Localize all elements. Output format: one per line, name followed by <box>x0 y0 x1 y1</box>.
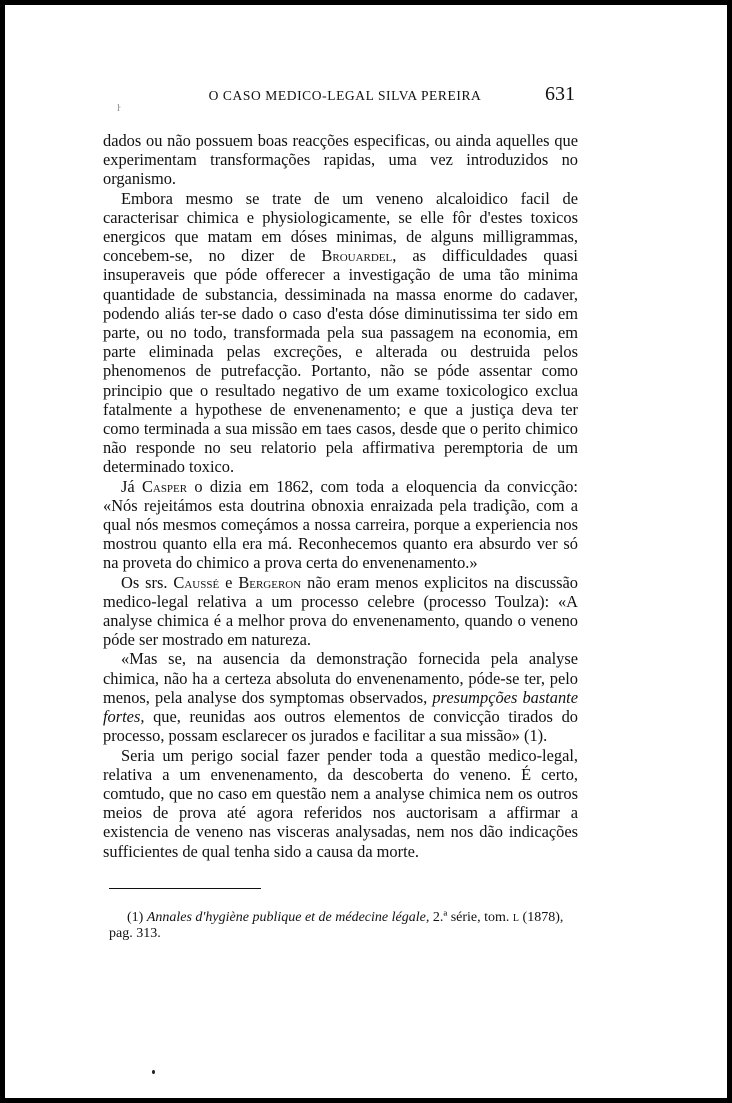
small-caps-name: Casper <box>141 476 188 496</box>
margin-mark: ŀ <box>117 103 121 114</box>
small-caps-name: l <box>512 910 520 925</box>
small-caps-name: Bergeron <box>238 572 302 592</box>
italic-text: presumpções bastante fortes, <box>103 687 578 727</box>
paragraph <box>103 746 578 861</box>
text-run: 2.ª série, tom. <box>429 910 513 925</box>
small-caps-name: Caussé <box>173 572 220 592</box>
text-run: o dizia em 1862, com toda a eloquencia da convicção: «Nós rejeitámos esta doutrina obnoxia enraizada pela tradição, com a qual nós mesmos começámos a nossa carreira, porque a experiencia nos mostrou quanto ella era má. Reconhecemos quanto era absurdo ver só na proveta do chimico a prova certa do envenenamento.» <box>103 476 578 573</box>
body-text <box>103 131 578 861</box>
text-run: Embora mesmo se trate de um veneno alcaloidico facil de caracterisar chimica e physiologicamente, se elle fôr d'estes toxicos energicos que matam em dóses minimas, de alguns milligrammas, concebem-se, no dizer de <box>103 188 578 266</box>
text-run: Já <box>121 476 142 496</box>
paragraph <box>103 477 578 573</box>
paragraph <box>103 189 578 477</box>
text-run: «Mas se, na ausencia da demonstração fornecida pela analyse chimica, não ha a certeza absoluta do envenenamento, póde-se ter, pelo menos, pela analyse dos symptomas observados, <box>103 649 578 707</box>
text-run: Os srs. <box>121 572 174 592</box>
footnote <box>109 910 579 942</box>
text-run: e <box>219 572 239 592</box>
text-run: Seria um perigo social fazer pender toda a questão medico-legal, relativa a um envenenamento, da descoberta do veneno. É certo, comtudo, que no caso em questão nem a analyse chimica nem os outros meios de prova até agora referidos nos auctorisam a affirmar a existencia de veneno nas visceras analysadas, nem nos dão indicações sufficientes de qual tenha sido a causa da morte. <box>103 745 578 861</box>
paragraph <box>103 573 578 650</box>
small-caps-name: Brouardel <box>321 246 393 266</box>
text-run: que, reunidas aos outros elementos de convicção tirados do processo, possam esclarecer os jurados e facilitar a sua missão» (1). <box>103 707 578 746</box>
text-run: (1878), pag. 313. <box>109 910 564 941</box>
text-run: não eram menos explicitos na discussão medico-legal relativa a um processo celebre (processo Toulza): «A analyse chimica é a melhor prova do envenenamento, quando o veneno póde ser mostrado em natureza. <box>103 572 578 650</box>
text-run: , as difficuldades quasi insuperaveis que póde offerecer a investigação de uma tão minima quantidade de substancia, dessiminada na massa enorme do cadaver, podendo aliás ter-se dado o caso d'esta dóse diminutissima ter sido em parte, ou no todo, transformada pela sua passagem na economia, em parte eliminada pelas excreções, e alterada ou destruida pelos phenomenos de putrefacção. Portanto, não se póde assentar como principio que o resultado negativo de um exame toxicologico exclua fatalmente a hypothese de envenenamento; e que a justiça deva ter como terminada a sua missão em taes casos, desde que o perito chimico não responde no seu relatorio pela affirmativa peremptoria de um determinado toxico. <box>103 246 578 477</box>
print-speck <box>152 1070 155 1074</box>
page-header <box>5 83 727 110</box>
text-run: dados ou não possuem boas reacções especificas, ou ainda aquelles que experimentam transformações rapidas, uma vez introduzidos no organismo. <box>103 131 578 189</box>
page-number: 631 <box>545 83 575 105</box>
italic-text: Annales d'hygiène publique et de médecine légale, <box>146 910 430 925</box>
paragraph <box>103 649 578 745</box>
text-run: (1) <box>127 910 147 925</box>
book-page <box>5 5 727 1098</box>
paragraph <box>103 131 578 189</box>
running-title: O CASO MEDICO-LEGAL SILVA PEREIRA <box>208 88 482 103</box>
footnote-divider <box>109 888 261 889</box>
